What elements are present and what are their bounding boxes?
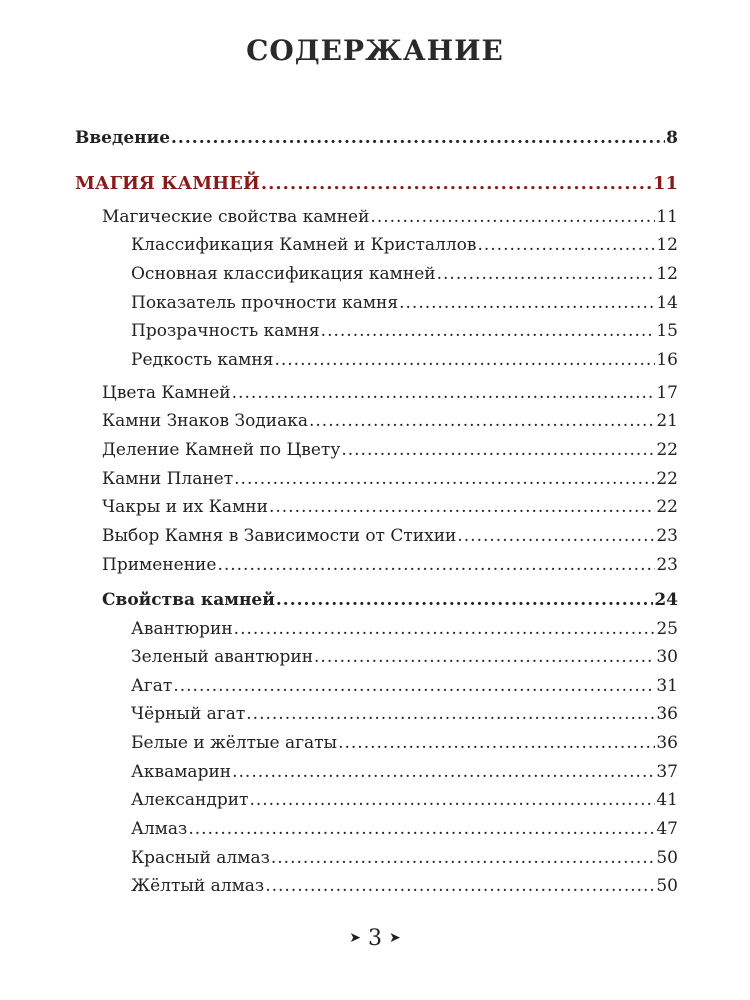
page-number: 3: [368, 926, 382, 951]
toc-entry-label: Основная классификация камней: [131, 264, 436, 284]
toc-entry-page: 22: [656, 469, 678, 489]
dot-leader: [246, 704, 655, 724]
toc-entry[interactable]: [131, 321, 678, 341]
toc-entry-introduction[interactable]: [75, 128, 678, 148]
dot-leader: [232, 383, 656, 403]
toc-entry-page: 37: [656, 762, 678, 782]
dot-leader: [338, 733, 655, 753]
toc-entry-label: Аквамарин: [131, 762, 232, 782]
toc-entry-label: Александрит: [131, 790, 249, 810]
toc-entry[interactable]: [131, 704, 678, 724]
toc-entry-page: 11: [652, 173, 678, 194]
toc-entry-page: 8: [666, 128, 678, 148]
toc-entry[interactable]: [131, 676, 678, 696]
toc-entry-label: Чакры и их Камни: [102, 497, 268, 517]
toc-entry-label: Агат: [131, 676, 173, 696]
dot-leader: [171, 128, 665, 148]
toc-entry-label: Камни Планет: [102, 469, 234, 489]
dot-leader: [341, 440, 655, 460]
toc-entry[interactable]: [131, 762, 678, 782]
toc-entry-label: Редкость камня: [131, 350, 274, 370]
toc-entry-stone-properties[interactable]: [102, 590, 678, 610]
toc-entry-label: МАГИЯ КАМНЕЙ: [75, 173, 260, 194]
toc-entry-label: Выбор Камня в Зависимости от Стихии: [102, 526, 457, 546]
page-footer: [0, 926, 750, 951]
toc-entry-label: Зеленый авантюрин: [131, 647, 314, 667]
toc-entry-page: 25: [656, 619, 678, 639]
dot-leader: [321, 321, 656, 341]
dot-leader: [269, 497, 655, 517]
toc-entry[interactable]: [131, 733, 678, 753]
toc-entry[interactable]: [102, 411, 678, 431]
toc-entry-page: 16: [656, 350, 678, 370]
toc-entry-label: Алмаз: [131, 819, 188, 839]
toc-entry[interactable]: [131, 819, 678, 839]
dot-leader: [477, 235, 655, 255]
toc-entry-page: 50: [656, 848, 678, 868]
toc-entry-label: Применение: [102, 555, 217, 575]
toc-entry-label: Красный алмаз: [131, 848, 270, 868]
toc-entry-label: Прозрачность камня: [131, 321, 320, 341]
toc-entry-label: Авантюрин: [131, 619, 233, 639]
toc-entry-page: 36: [656, 704, 678, 724]
dot-leader: [249, 790, 655, 810]
toc-entry[interactable]: [102, 497, 678, 517]
dot-leader: [261, 173, 652, 194]
dot-leader: [271, 848, 656, 868]
toc-entry-page: 24: [654, 590, 678, 610]
toc-entry[interactable]: [131, 235, 678, 255]
toc-entry-page: 31: [656, 676, 678, 696]
toc-entry-page: 14: [656, 293, 678, 313]
dot-leader: [437, 264, 656, 284]
toc-entry[interactable]: [102, 526, 678, 546]
toc-entry-page: 17: [656, 383, 678, 403]
toc-entry[interactable]: [131, 293, 678, 313]
toc-entry-page: 23: [656, 555, 678, 575]
toc-entry-page: 36: [656, 733, 678, 753]
toc-entry[interactable]: [131, 264, 678, 284]
toc-entry[interactable]: [102, 469, 678, 489]
toc-entry-label: Жёлтый алмаз: [131, 876, 265, 896]
dot-leader: [457, 526, 655, 546]
page-title: СОДЕРЖАНИЕ: [246, 34, 504, 67]
toc-entry-page: 21: [656, 411, 678, 431]
toc-entry-page: 50: [656, 876, 678, 896]
dot-leader: [234, 469, 655, 489]
ornament-left-icon: ➤: [349, 930, 361, 946]
dot-leader: [265, 876, 655, 896]
dot-leader: [399, 293, 655, 313]
dot-leader: [370, 207, 655, 227]
dot-leader: [217, 555, 655, 575]
toc-entry[interactable]: [131, 619, 678, 639]
toc-entry-label: Чёрный агат: [131, 704, 246, 724]
dot-leader: [274, 350, 655, 370]
toc-entry-page: 23: [656, 526, 678, 546]
toc-entry[interactable]: [131, 790, 678, 810]
dot-leader: [276, 590, 653, 610]
toc-entry-label: Цвета Камней: [102, 383, 231, 403]
dot-leader: [188, 819, 655, 839]
dot-leader: [232, 762, 655, 782]
toc-entry-label: Магические свойства камней: [102, 207, 370, 227]
toc-entry-label: Деление Камней по Цвету: [102, 440, 341, 460]
toc-entry-page: 47: [656, 819, 678, 839]
dot-leader: [234, 619, 656, 639]
ornament-right-icon: ➤: [389, 930, 401, 946]
toc-entry[interactable]: [102, 440, 678, 460]
toc-entry[interactable]: [131, 647, 678, 667]
toc-entry-page: 11: [656, 207, 678, 227]
toc-entry-label: Свойства камней: [102, 590, 275, 610]
toc-entry[interactable]: [102, 207, 678, 227]
toc-entry[interactable]: [102, 383, 678, 403]
toc-entry-label: Введение: [75, 128, 171, 148]
toc-entry-label: Классификация Камней и Кристаллов: [131, 235, 477, 255]
toc-entry-page: 30: [656, 647, 678, 667]
toc-entry-label: Показатель прочности камня: [131, 293, 399, 313]
dot-leader: [173, 676, 655, 696]
toc-entry-page: 22: [656, 440, 678, 460]
toc-entry[interactable]: [102, 555, 678, 575]
toc-entry-page: 15: [656, 321, 678, 341]
toc-entry-page: 12: [656, 235, 678, 255]
toc-entry[interactable]: [131, 876, 678, 896]
dot-leader: [314, 647, 655, 667]
toc-entry-page: 12: [656, 264, 678, 284]
dot-leader: [309, 411, 655, 431]
toc-entry[interactable]: [131, 350, 678, 370]
toc-entry-page: 41: [656, 790, 678, 810]
toc-entry-stone-magic[interactable]: [75, 173, 678, 194]
toc-entry-label: Белые и жёлтые агаты: [131, 733, 338, 753]
toc-entry-page: 22: [656, 497, 678, 517]
toc-entry-label: Камни Знаков Зодиака: [102, 411, 308, 431]
toc-entry[interactable]: [131, 848, 678, 868]
